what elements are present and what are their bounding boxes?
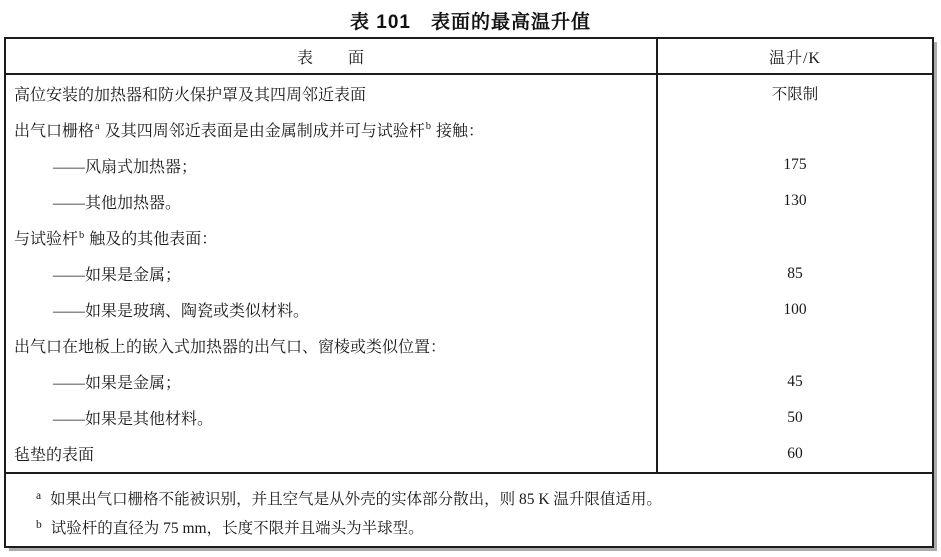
table-row [6, 75, 932, 111]
temp-rise-value-cell: 不限制 [771, 86, 819, 104]
temp-rise-value-cell: 60 [787, 444, 803, 462]
temp-rise-value-cell: 100 [783, 300, 807, 318]
surface-text: 毡垫的表面 [14, 447, 95, 465]
surface-cell [6, 219, 658, 255]
surface-cell [6, 436, 658, 472]
surface-cell [6, 364, 658, 400]
surface-text: ——风扇式加热器； [53, 158, 198, 176]
table-row [6, 328, 932, 364]
footnote-text: 如果出气口栅格不能被识别，并且空气是从外壳的实体部分散出，则 85 K 温升限值适用。 [50, 490, 662, 508]
table-title: 表 101 表面的最高温升值 [350, 12, 591, 33]
table-row [6, 183, 932, 219]
surface-text: ——如果是金属； [53, 267, 182, 285]
surface-text: 与试验杆$^b$ 触及的其他表面： [14, 229, 218, 248]
surface-cell [6, 183, 658, 219]
surface-cell [6, 75, 658, 111]
footnote-ref-b: b [79, 229, 85, 241]
surface-text: 出气口栅格$^a$ 及其四周邻近表面是由金属制成并可与试验杆$^b$ 接触： [14, 121, 484, 140]
table-row [6, 436, 932, 472]
footnote-a [36, 487, 922, 509]
temp-rise-value-cell: 175 [783, 156, 807, 174]
surface-text: 出气口在地板上的嵌入式加热器的出气口、窗棱或类似位置： [14, 339, 447, 357]
table-row [6, 111, 932, 147]
surface-text: 高位安装的加热器和防火保护罩及其四周邻近表面 [14, 86, 367, 104]
table-row [6, 292, 932, 328]
surface-cell [6, 147, 658, 183]
footnote-b [36, 516, 922, 538]
footnote-marker-b: b [36, 519, 42, 532]
surface-cell [6, 292, 658, 328]
table-row [6, 219, 932, 255]
table-footnotes [6, 472, 932, 546]
surface-cell [6, 328, 658, 364]
table-row [6, 400, 932, 436]
table-header-row [6, 39, 932, 75]
temp-rise-value-cell [658, 328, 932, 364]
column-header-surface: 表 面 [6, 39, 658, 73]
surface-cell [6, 255, 658, 291]
surface-text: ——如果是玻璃、陶瓷或类似材料。 [53, 303, 310, 321]
table-body [6, 75, 932, 472]
column-header-temp-rise: 温升/K [768, 49, 821, 67]
temp-rise-value-cell [658, 219, 932, 255]
surface-cell [6, 111, 658, 147]
temperature-rise-table [4, 37, 934, 548]
footnote-ref-a: a [95, 121, 100, 133]
table-row [6, 364, 932, 400]
footnote-text: 试验杆的直径为 75 mm，长度不限并且端头为半球型。 [50, 520, 424, 538]
footnote-ref-b: b [425, 121, 431, 133]
surface-text: ——如果是其他材料。 [53, 411, 214, 429]
temp-rise-value-cell: 130 [783, 192, 807, 210]
temp-rise-value-cell: 45 [787, 372, 803, 390]
surface-text: ——其他加热器。 [53, 194, 182, 212]
temp-rise-value-cell: 85 [787, 264, 803, 282]
table-row [6, 147, 932, 183]
surface-text: ——如果是金属； [53, 375, 182, 393]
surface-cell [6, 400, 658, 436]
temp-rise-value-cell: 50 [787, 408, 803, 426]
temp-rise-value-cell [658, 111, 932, 147]
table-row [6, 255, 932, 291]
footnote-marker-a: a [36, 489, 42, 502]
